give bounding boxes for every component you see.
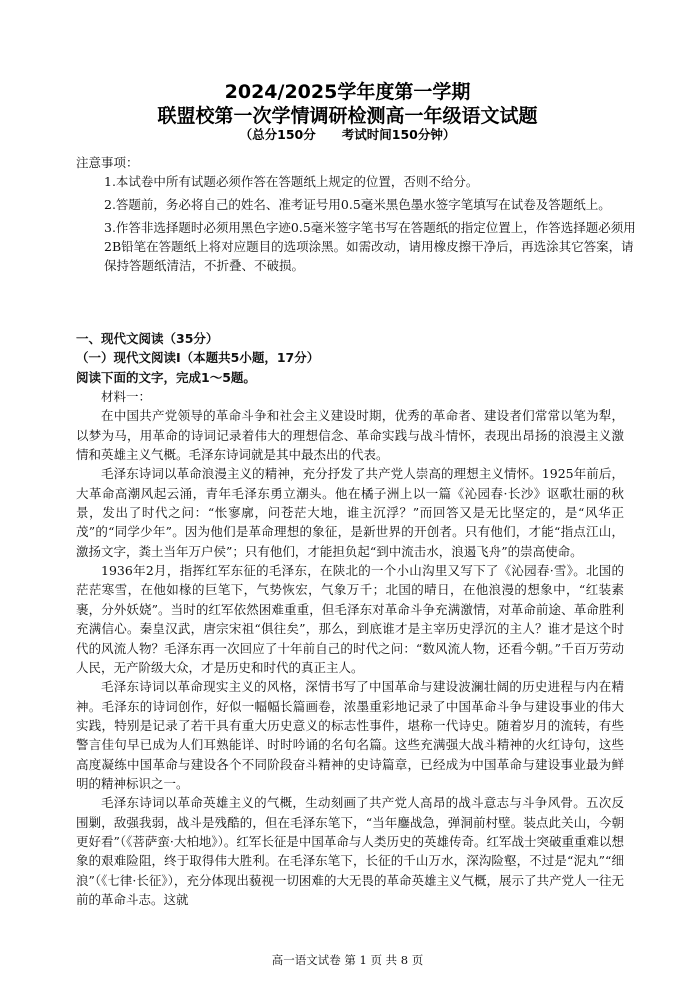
notes-label: 注意事项： (76, 155, 139, 170)
note-item-3: 3.作答非选择题时必须用黑色字迹0.5毫米签字笔书写在答题纸的指定位置上，作答选择题必须用2B铅笔在答题纸上将对应题目的选项涂黑。如需改动，请用橡皮擦干净后，再选涂其它答案，请保持答题纸清洁，不折叠、不破损。 (104, 220, 636, 273)
page-footer: 高一语文试卷 第 1 页 共 8 页 (271, 953, 424, 967)
exam-term-title: 2024/2025学年度第一学期 (224, 81, 471, 103)
notes-block (76, 153, 636, 275)
paragraph: 毛泽东诗词以革命现实主义的风格，深情书写了中国革命与建设波澜壮阔的历史进程与内在精神。毛泽东的诗词创作，好似一幅幅长篇画卷，浓墨重彩地记录了中国革命斗争与建设事业的伟大实践，特别是记录了若干具有重大历史意义的标志性事件，堪称一代诗史。随着岁月的流转，有些警言佳句早已成为人们耳熟能详、时时吟诵的名句名篇。这些充满强大战斗精神的火红诗句，这些高度凝练中国革命与建设各个不同阶段奋斗精神的史诗篇章，已经成为中国革命与建设事业最为鲜明的精神标识之一。 (76, 679, 624, 791)
paragraph: 1936年2月，指挥红军东征的毛泽东，在陕北的一个小山沟里又写下了《沁园春·雪》。北国的茫茫寒雪，在他如椽的巨笔下，气势恢宏，气象万千；北国的晴日，在他浪漫的想象中，“红装素裹，分外妖娆”。当时的红军依然困难重重，但毛泽东对革命斗争充满激情，对革命前途、革命胜利充满信心。秦皇汉武，唐宗宋祖“俱往矣”，那么，到底谁才是主宰历史浮沉的主人？谁才是这个时代的风流人物？毛泽东再一次回应了十年前自己的时代之问：“数风流人物，还看今朝。”千百万劳动人民，无产阶级大众，才是历史和时代的真正主人。 (76, 563, 624, 675)
exam-time: 考试时间150分钟） (341, 127, 456, 142)
instruction-text: 阅读下面的文字，完成1～5题。 (76, 369, 256, 385)
total-score: （总分150分 (239, 127, 316, 142)
paragraph: 在中国共产党领导的革命斗争和社会主义建设时期，优秀的革命者、建设者们常常以笔为犁，以梦为马，用革命的诗词记录着伟大的理想信念、革命实践与战斗情怀，表现出昂扬的浪漫主义激情和英雄主义气概。毛泽东诗词就是其中最杰出的代表。 (76, 408, 624, 463)
material-label: 材料一： (101, 389, 152, 405)
sub-section-heading: （一）现代文阅读Ⅰ（本题共5小题，17分） (76, 350, 320, 366)
section-heading: 一、现代文阅读（35分） (76, 331, 219, 346)
section-body (76, 329, 624, 909)
paragraph: 毛泽东诗词以革命浪漫主义的精神，充分抒发了共产党人崇高的理想主义情怀。1925年前后，大革命高潮风起云涌，青年毛泽东勇立潮头。他在橘子洲上以一篇《沁园春·长沙》讴歌壮丽的秋景，发出了时代之问：“怅寥廓，问苍茫大地，谁主沉浮？”而回答又是无比坚定的，是“风华正茂”的“同学少年”。因为他们是革命理想的象征，是新世界的开创者。只有他们，才能“指点江山，激扬文字，粪土当年万户侯”；只有他们，才能担负起“到中流击水，浪遏飞舟”的崇高使命。 (76, 466, 624, 559)
note-item-2: 2.答题前，务必将自己的姓名、准考证号用0.5毫米黑色墨水签字笔填写在试卷及答题纸上。 (104, 197, 611, 212)
exam-score-time (0, 127, 695, 143)
note-item-1: 1.本试卷中所有试题必须作答在答题纸上规定的位置，否则不给分。 (104, 174, 479, 189)
paragraph: 毛泽东诗词以革命英雄主义的气概，生动刻画了共产党人高昂的战斗意志与斗争风骨。五次反围剿，敌强我弱，战斗是残酷的，但在毛泽东笔下，“当年鏖战急，弹洞前村壁。装点此关山，今朝更好看”（《菩萨蛮·大柏地》）。红军长征是中国革命与人类历史的英雄传奇。红军战士突破重重难以想象的艰难险阻，终于取得伟大胜利。在毛泽东笔下，长征的千山万水，深沟险壑，不过是“泥丸”“细浪”（《七律·长征》），充分体现出藐视一切困难的大无畏的革命英雄主义气概，展示了共产党人一往无前的革命斗志。这就 (76, 795, 624, 907)
exam-main-title: 联盟校第一次学情调研检测高一年级语文试题 (157, 105, 538, 127)
